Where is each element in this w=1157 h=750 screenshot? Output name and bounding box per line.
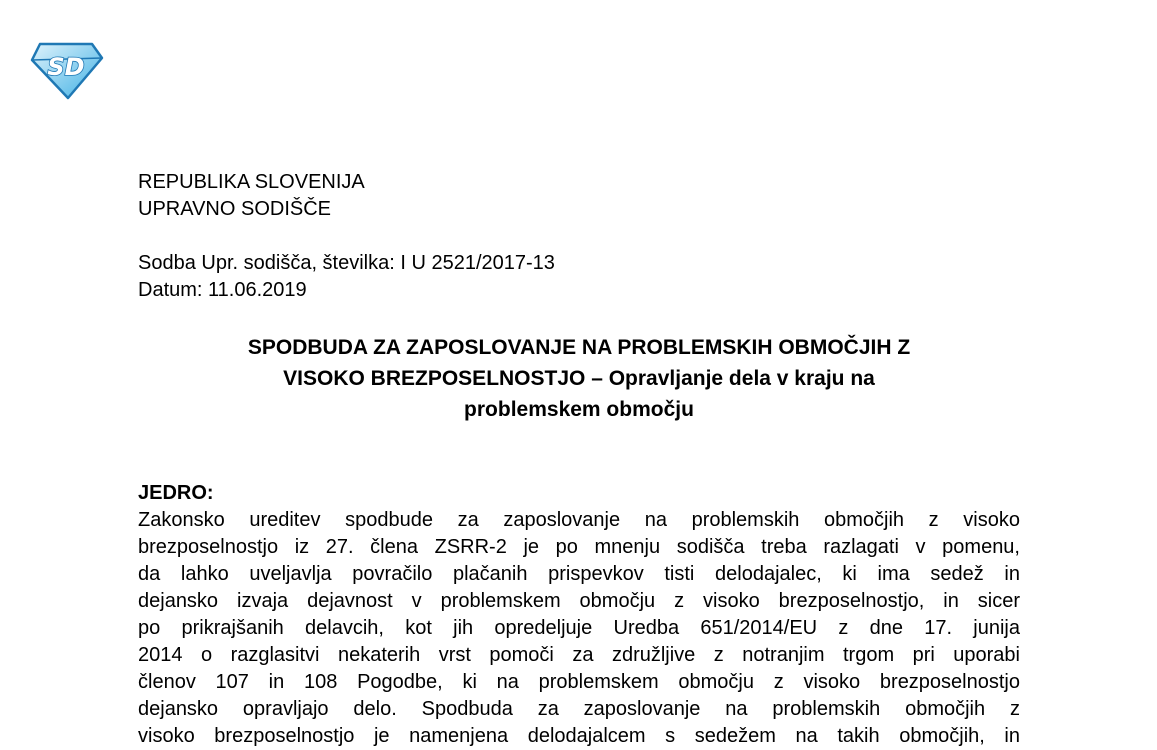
body-line: po prikrajšanih delavcih, kot jih opredeljuje Uredba 651/2014/EU z dne 17. junija	[138, 617, 1020, 639]
case-date: Datum: 11.06.2019	[138, 279, 307, 301]
jedro-body	[138, 507, 1020, 750]
body-line: dejansko opravljajo delo. Spodbuda za zaposlovanje na problemskih območjih z	[138, 698, 1020, 720]
logo-letters: SD	[47, 53, 85, 81]
body-line: dejansko izvaja dejavnost v problemskem območju z visoko brezposelnostjo, in sicer	[138, 590, 1020, 612]
jedro-heading: JEDRO:	[138, 482, 214, 504]
court-name: UPRAVNO SODIŠČE	[138, 198, 331, 220]
body-line: Zakonsko ureditev spodbude za zaposlovanje na problemskih območjih z visoko	[138, 509, 1020, 531]
document-title	[138, 332, 1020, 425]
title-line: SPODBUDA ZA ZAPOSLOVANJE NA PROBLEMSKIH OBMOČJIH Z	[247, 336, 911, 359]
title-line: problemskem območju	[464, 398, 694, 421]
body-line: 2014 o razglasitvi nekaterih vrst pomoči za združljive z notranjim trgom pri uporabi	[138, 644, 1020, 666]
country-name: REPUBLIKA SLOVENIJA	[138, 171, 365, 193]
case-reference: Sodba Upr. sodišča, številka: I U 2521/2017-13	[138, 252, 555, 274]
body-line: členov 107 in 108 Pogodbe, ki na problemskem območju z visoko brezposelnostjo	[138, 671, 1020, 693]
body-line: brezposelnostjo iz 27. člena ZSRR-2 je po mnenju sodišča treba razlagati v pomenu,	[138, 536, 1020, 558]
body-line: da lahko uveljavlja povračilo plačanih prispevkov tisti delodajalec, ki ima sedež in	[138, 563, 1020, 585]
body-line: visoko brezposelnostjo je namenjena delodajalcem s sedežem na takih območjih, in	[138, 725, 1020, 747]
court-logo-icon	[30, 40, 104, 100]
title-line: VISOKO BREZPOSELNOSTJO – Opravljanje dela v kraju na	[283, 367, 875, 390]
